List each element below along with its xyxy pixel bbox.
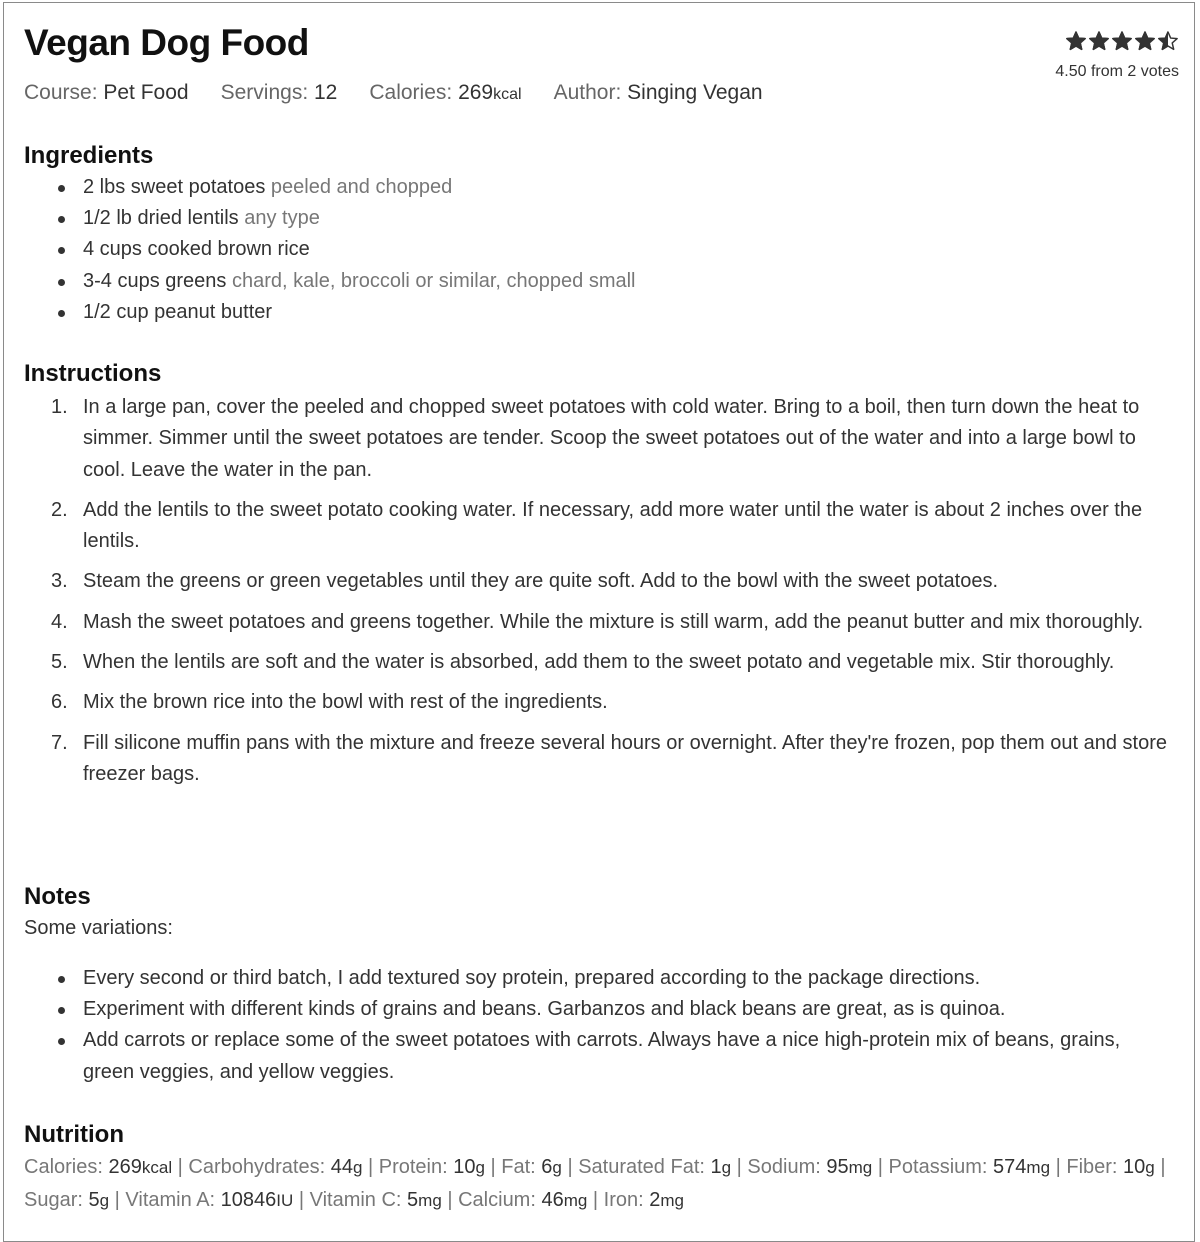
nutrition-value: 10 <box>453 1156 476 1178</box>
note-text: Experiment with different kinds of grains and beans. Garbanzos and black beans are great, as is quinoa. <box>83 998 1006 1021</box>
nutrition-value: 46 <box>541 1189 564 1211</box>
ingredient-name: 1/2 lb dried lentils <box>83 207 239 230</box>
instruction-step <box>24 607 1176 638</box>
nutrition-item <box>747 1156 872 1178</box>
nutrition-separator: | <box>731 1156 748 1178</box>
ingredient-name: 1/2 cup peanut butter <box>83 300 273 323</box>
rating-votes-text: 4.50 from 2 votes <box>1055 63 1179 80</box>
nutrition-unit: g <box>475 1158 485 1177</box>
nutrition-item <box>24 1156 172 1178</box>
nutrition-item <box>1066 1156 1154 1178</box>
nutrition-value: 10846 <box>220 1189 277 1211</box>
step-text: Steam the greens or green vegetables until they are quite soft. Add to the bowl with the sweet potatoes. <box>83 570 999 593</box>
nutrition-item <box>604 1189 684 1211</box>
nutrition-unit: kcal <box>141 1158 173 1177</box>
ingredient-item <box>24 266 1176 297</box>
ingredient-note: chard, kale, broccoli or similar, chopped small <box>231 269 636 292</box>
nutrition-label: Saturated Fat: <box>578 1156 705 1178</box>
star-full-icon[interactable] <box>1088 30 1110 52</box>
nutrition-facts <box>24 1151 1176 1217</box>
ingredient-name: 3-4 cups greens <box>83 269 227 292</box>
step-text: Fill silicone muffin pans with the mixture and freeze several hours or overnight. After they're frozen, pop them out and store freezer bags. <box>83 731 1168 785</box>
nutrition-unit: mg <box>563 1191 588 1210</box>
instruction-step <box>24 728 1176 791</box>
nutrition-separator: | <box>293 1189 310 1211</box>
nutrition-value: 5 <box>407 1189 419 1211</box>
ingredient-item <box>24 234 1176 265</box>
step-number: 3. <box>51 570 68 593</box>
instruction-step <box>24 687 1176 718</box>
nutrition-unit: mg <box>1026 1158 1051 1177</box>
ingredients-heading: Ingredients <box>24 142 154 169</box>
nutrition-separator: | <box>441 1189 459 1211</box>
notes-section <box>24 881 1176 1088</box>
nutrition-item <box>458 1189 587 1211</box>
nutrition-value: 44 <box>330 1156 353 1178</box>
nutrition-separator: | <box>561 1156 579 1178</box>
note-item <box>24 1025 1176 1087</box>
nutrition-label: Sodium: <box>747 1156 821 1178</box>
nutrition-separator: | <box>484 1156 502 1178</box>
step-number: 1. <box>51 396 68 418</box>
ingredient-item <box>24 203 1176 234</box>
nutrition-separator: | <box>1050 1156 1067 1178</box>
notes-heading: Notes <box>24 883 91 910</box>
step-text: Mash the sweet potatoes and greens together. While the mixture is still warm, add the peanut butter and mix thoroughly. <box>83 610 1144 633</box>
ingredients-list <box>24 172 1176 328</box>
notes-intro: Some variations: <box>24 917 173 939</box>
nutrition-value: 6 <box>541 1156 553 1178</box>
step-number: 4. <box>51 610 68 633</box>
step-text: Add the lentils to the sweet potato cooking water. If necessary, add more water until the water is about 2 inches over the lentils. <box>83 498 1143 553</box>
nutrition-item <box>125 1189 293 1211</box>
step-number: 6. <box>51 691 68 714</box>
nutrition-unit: g <box>352 1158 363 1177</box>
nutrition-unit: g <box>99 1191 110 1210</box>
ingredients-section <box>24 140 1176 328</box>
nutrition-value: 1 <box>710 1156 722 1178</box>
instructions-section <box>24 358 1176 799</box>
nutrition-label: Protein: <box>378 1156 448 1178</box>
star-full-icon[interactable] <box>1111 30 1133 52</box>
step-number: 7. <box>51 731 68 754</box>
note-item <box>24 994 1176 1025</box>
nutrition-item <box>501 1156 562 1178</box>
nutrition-label: Vitamin A: <box>125 1189 216 1211</box>
note-text: Every second or third batch, I add textured soy protein, prepared according to the package directions. <box>83 967 981 989</box>
nutrition-item <box>578 1156 731 1178</box>
nutrition-label: Potassium: <box>888 1156 988 1178</box>
nutrition-label: Sugar: <box>24 1189 83 1211</box>
nutrition-unit: mg <box>418 1191 442 1210</box>
meta-course: Course: Pet Food <box>24 81 189 104</box>
nutrition-label: Calories: <box>24 1156 103 1178</box>
instructions-list <box>24 392 1176 790</box>
instruction-step <box>24 566 1176 597</box>
nutrition-label: Calcium: <box>458 1189 536 1211</box>
ingredient-note: any type <box>244 207 320 230</box>
star-full-icon[interactable] <box>1134 30 1156 52</box>
instruction-step <box>24 495 1176 558</box>
instruction-step <box>24 647 1176 678</box>
note-item <box>24 963 1176 994</box>
nutrition-separator: | <box>1154 1156 1166 1178</box>
nutrition-label: Fiber: <box>1066 1156 1118 1178</box>
nutrition-item <box>310 1189 442 1211</box>
nutrition-value: 5 <box>88 1189 100 1211</box>
note-text: Add carrots or replace some of the sweet potatoes with carrots. Always have a nice high-protein mix of beans, grains, green veggies, and yellow veggies. <box>83 1029 1121 1083</box>
nutrition-value: 269 <box>108 1156 142 1178</box>
nutrition-unit: IU <box>276 1191 294 1210</box>
ingredient-name: 2 lbs sweet potatoes <box>83 176 266 198</box>
nutrition-section <box>24 1119 1176 1217</box>
nutrition-label: Vitamin C: <box>309 1189 402 1211</box>
nutrition-separator: | <box>872 1156 889 1178</box>
ingredient-item <box>24 172 1176 203</box>
star-half-icon[interactable] <box>1157 30 1179 52</box>
ingredient-note: peeled and chopped <box>270 176 453 198</box>
nutrition-value: 2 <box>649 1189 661 1211</box>
nutrition-heading: Nutrition <box>24 1121 124 1148</box>
nutrition-unit: g <box>721 1158 732 1177</box>
nutrition-item <box>379 1156 485 1178</box>
nutrition-separator: | <box>172 1156 189 1178</box>
meta-servings: Servings: 12 <box>220 81 338 104</box>
nutrition-value: 95 <box>826 1156 849 1178</box>
nutrition-unit: mg <box>848 1158 873 1177</box>
nutrition-unit: mg <box>660 1191 684 1210</box>
nutrition-label: Iron: <box>603 1189 644 1211</box>
ingredient-item <box>24 297 1176 328</box>
ingredient-name: 4 cups cooked brown rice <box>83 238 310 261</box>
nutrition-item <box>24 1189 109 1211</box>
star-full-icon[interactable] <box>1065 30 1087 52</box>
nutrition-label: Fat: <box>501 1156 536 1178</box>
nutrition-value: 574 <box>993 1156 1027 1178</box>
recipe-title: Vegan Dog Food <box>24 22 309 63</box>
meta-calories: Calories: 269kcal <box>369 81 522 104</box>
nutrition-unit: g <box>552 1158 562 1177</box>
nutrition-item <box>188 1156 362 1178</box>
nutrition-separator: | <box>109 1189 126 1211</box>
meta-author: Author: Singing Vegan <box>553 81 763 104</box>
nutrition-item <box>889 1156 1051 1178</box>
step-text: In a large pan, cover the peeled and chopped sweet potatoes with cold water. Bring to a boil, then turn down the heat to simmer. Simmer until the sweet potatoes are tender. Scoop the sweet potatoes out of the water and into a large bowl to cool. Leave the water in the pan. <box>83 396 1140 481</box>
recipe-rating <box>1055 30 1179 81</box>
notes-list <box>24 963 1176 1088</box>
nutrition-separator: | <box>362 1156 379 1178</box>
step-text: When the lentils are soft and the water is absorbed, add them to the sweet potato and vegetable mix. Stir thoroughly. <box>83 651 1115 674</box>
step-number: 2. <box>51 498 68 521</box>
step-text: Mix the brown rice into the bowl with rest of the ingredients. <box>83 691 608 714</box>
nutrition-separator: | <box>587 1189 604 1211</box>
step-number: 5. <box>51 651 68 674</box>
star-rating[interactable] <box>1055 30 1179 52</box>
nutrition-label: Carbohydrates: <box>188 1156 326 1178</box>
nutrition-value: 10 <box>1123 1156 1146 1178</box>
recipe-meta <box>24 81 763 105</box>
instructions-heading: Instructions <box>24 360 162 387</box>
nutrition-unit: g <box>1145 1158 1155 1177</box>
instruction-step <box>24 392 1176 486</box>
